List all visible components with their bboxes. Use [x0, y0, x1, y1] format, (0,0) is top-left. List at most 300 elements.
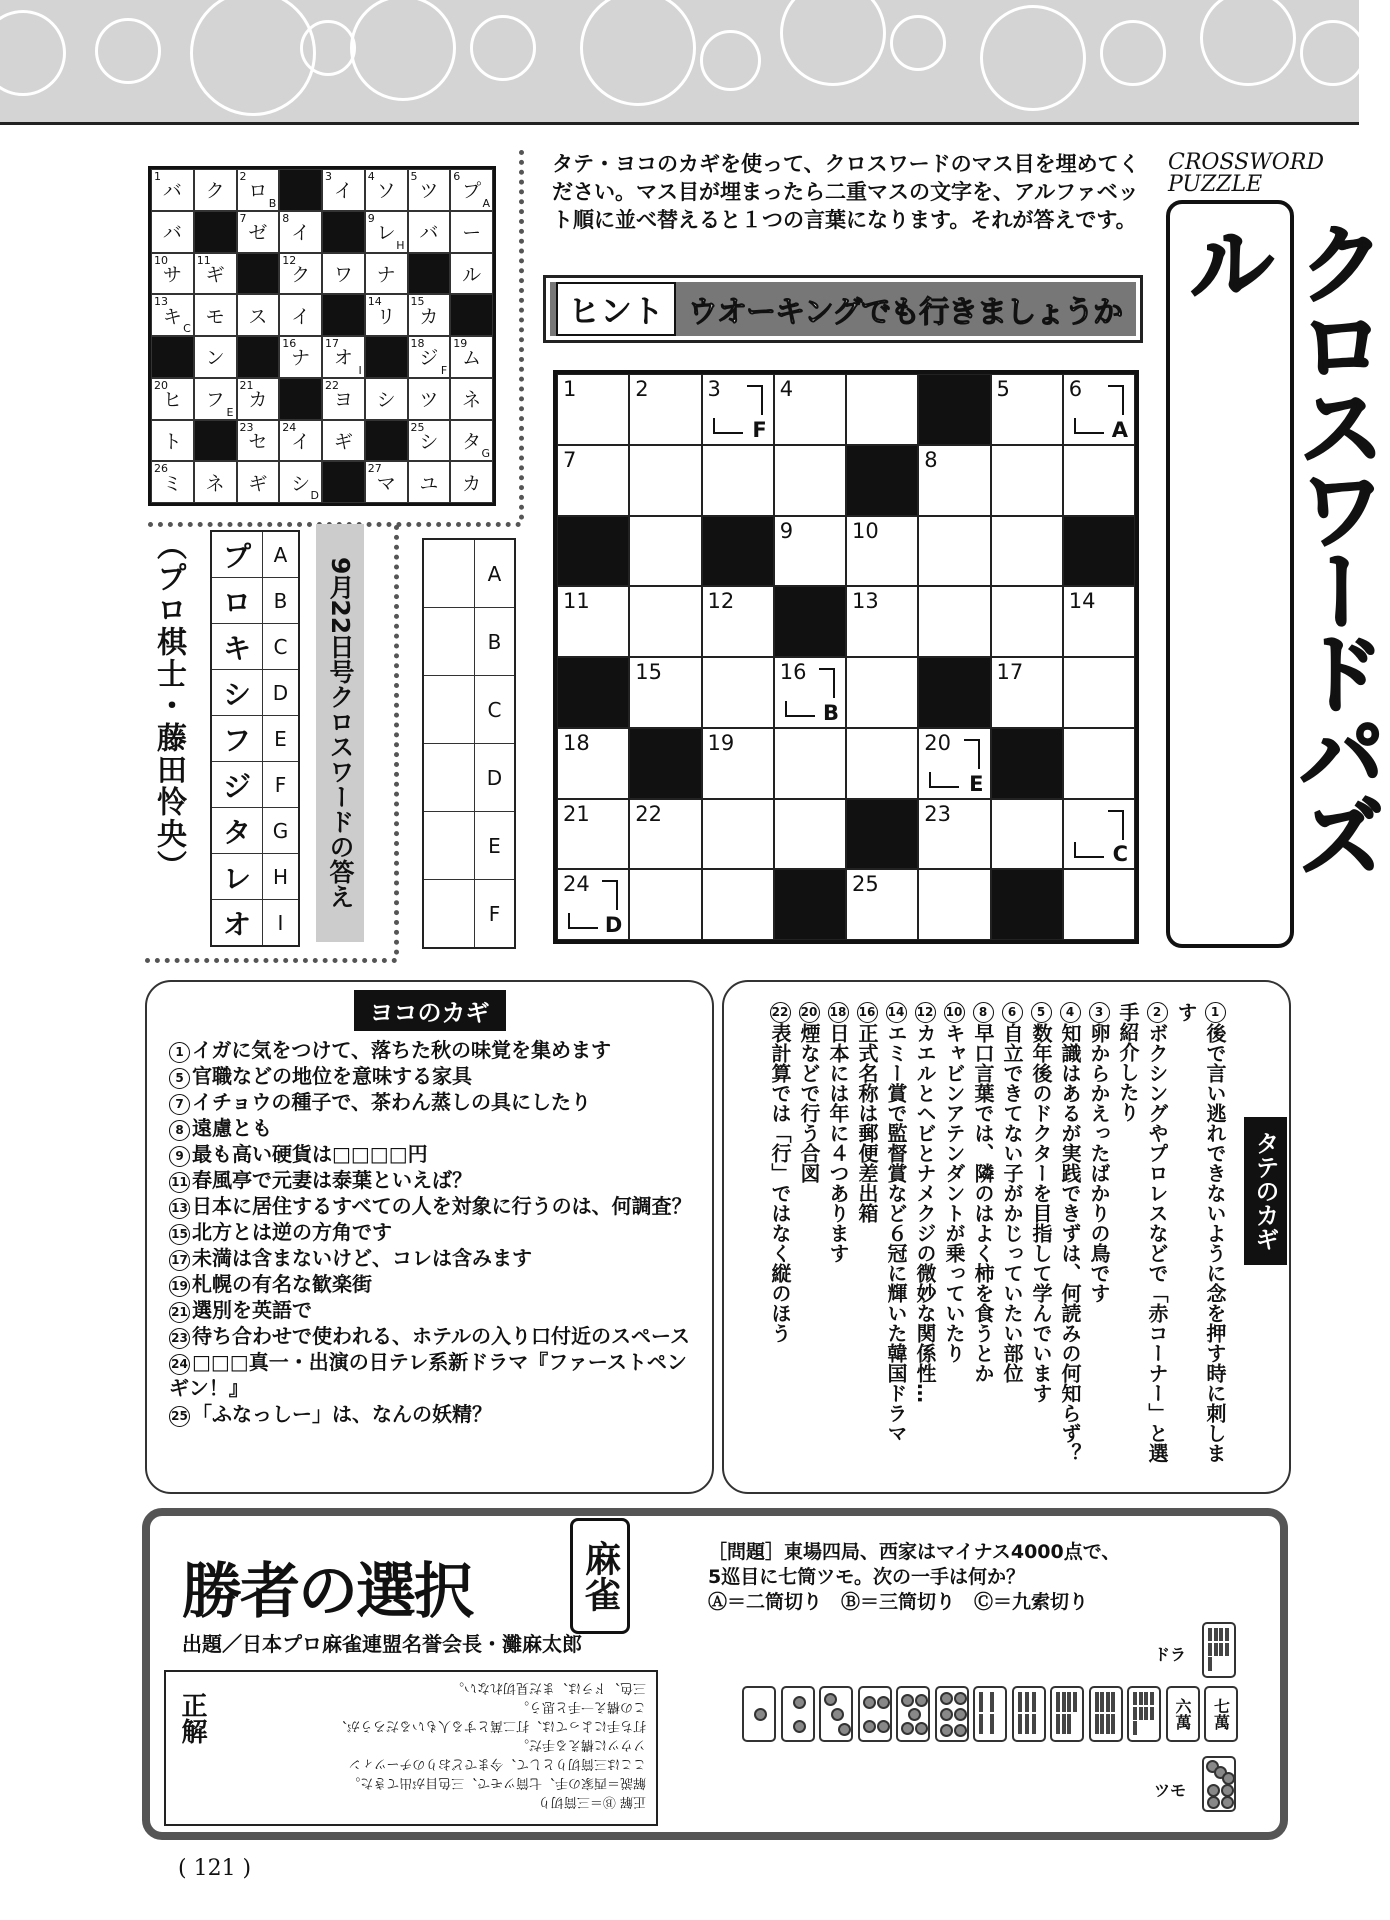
cell-char: ロ — [248, 180, 268, 203]
cell-number: 8 — [924, 447, 938, 472]
cell-char: ナ — [291, 347, 311, 370]
divider — [394, 525, 399, 955]
tile-bamboo — [1032, 1692, 1036, 1712]
cell-char: カ — [419, 305, 439, 328]
mahjong-tile — [1050, 1686, 1084, 1742]
cell-letter: E — [226, 405, 234, 419]
answer-row — [212, 716, 298, 762]
tile-bamboo — [1214, 1643, 1218, 1656]
grid-cell[interactable] — [774, 374, 846, 445]
mahjong-answer-text — [226, 1678, 646, 1811]
clue-text: 最も高い硬貨は□□□□円 — [192, 1142, 428, 1166]
tate-clue — [968, 1002, 997, 1472]
grid-cell[interactable] — [991, 586, 1063, 657]
grid-cell[interactable] — [1063, 374, 1135, 445]
cell-char: モ — [205, 305, 225, 328]
cell-char: バ — [162, 222, 182, 245]
black-cell — [279, 169, 322, 211]
tile-bamboo — [1150, 1707, 1154, 1720]
grid-cell — [194, 461, 237, 503]
clue-text: 早口言葉では、隣のはよく柿を食うとか — [971, 1023, 995, 1383]
grid-cell — [279, 461, 322, 503]
cell-char: ツ — [419, 389, 439, 412]
tile-pip — [793, 1696, 806, 1709]
yoko-clue — [169, 1271, 694, 1297]
clue-number: 9 — [169, 1146, 190, 1167]
cell-char: ユ — [419, 472, 439, 495]
clue-text: 煙などで行う合図 — [797, 1023, 821, 1183]
grid-cell[interactable] — [1063, 657, 1135, 728]
tate-clue — [823, 1002, 852, 1472]
clue-number: 25 — [169, 1406, 190, 1427]
cell-letter: B — [268, 196, 277, 210]
cell-char: ヒ — [162, 389, 182, 412]
grid-cell[interactable] — [991, 374, 1063, 445]
answer-line: 正解 Ⓑ＝三筒切り — [537, 1794, 646, 1809]
answer-letter: C — [273, 634, 288, 659]
mahjong-tile — [973, 1686, 1007, 1742]
cell-letter: F — [440, 363, 448, 377]
cell-number: 20 — [924, 730, 951, 755]
cell-number: 14 — [367, 295, 382, 309]
tile-bamboo — [1095, 1692, 1099, 1712]
cell-char: イ — [291, 305, 311, 328]
grid-cell[interactable] — [1063, 586, 1135, 657]
mahjong-tile — [1127, 1686, 1161, 1742]
grid-cell[interactable] — [702, 799, 774, 870]
cell-number: 10 — [852, 518, 879, 543]
black-cell — [557, 657, 629, 728]
cell-char: カ — [462, 472, 482, 495]
grid-cell[interactable] — [702, 657, 774, 728]
cell-number: 18 — [563, 730, 590, 755]
title-panel — [1166, 200, 1387, 948]
yoko-clue — [169, 1063, 694, 1089]
cell-number: 6 — [453, 170, 461, 183]
cell-number: 19 — [707, 730, 735, 755]
mahjong-question — [708, 1540, 1120, 1615]
tile-pip — [754, 1708, 767, 1721]
cell-char: ナ — [376, 263, 396, 286]
cell-letter: D — [310, 489, 319, 502]
grid-cell — [365, 294, 408, 336]
clue-number: 7 — [169, 1094, 190, 1115]
grid-cell — [151, 211, 194, 253]
cell-char: ス — [248, 305, 268, 328]
answer-char: レ — [212, 854, 263, 899]
clue-text: 未満は含まないけど、コレは含みます — [192, 1246, 532, 1270]
answer-row — [212, 808, 298, 854]
cell-number: 23 — [924, 801, 951, 826]
grid-cell[interactable] — [629, 586, 701, 657]
clue-text: ボクシングやプロレスなどで「赤コーナー」と選手紹介したり — [1116, 1002, 1169, 1463]
grid-cell — [237, 169, 280, 211]
clue-text: 自立できてない子がかじっていたい部位 — [1000, 1023, 1024, 1383]
answer-box-row[interactable] — [424, 608, 514, 676]
answer-box-row[interactable] — [424, 676, 514, 744]
black-cell — [408, 253, 451, 295]
grid-cell — [450, 336, 493, 378]
grid-cell[interactable] — [557, 374, 629, 445]
answer-box-row[interactable] — [424, 812, 514, 880]
tile-pip — [954, 1708, 967, 1721]
mahjong-tile — [1089, 1686, 1123, 1742]
clue-number: 5 — [169, 1068, 190, 1089]
tile-bamboo — [1056, 1692, 1060, 1712]
yoko-clue — [169, 1297, 694, 1323]
tile-bamboo — [1219, 1628, 1223, 1641]
cell-char: イ — [291, 430, 311, 453]
cell-number: 7 — [563, 447, 577, 472]
cell-number: 2 — [635, 377, 649, 401]
answer-letter: H — [272, 864, 289, 889]
grid-cell[interactable] — [557, 728, 629, 799]
tile-bamboo — [1056, 1714, 1060, 1734]
tile-bamboo — [1025, 1714, 1029, 1734]
clue-number: 11 — [169, 1172, 190, 1193]
grid-cell — [237, 211, 280, 253]
dora-label: ドラ — [1154, 1645, 1187, 1664]
cell-char: バ — [162, 180, 182, 203]
answer-row — [212, 624, 298, 670]
grid-cell[interactable] — [629, 516, 701, 587]
answer-row — [212, 900, 298, 945]
grid-cell[interactable] — [918, 728, 990, 799]
yoko-clue — [169, 1141, 694, 1167]
answer-letter: F — [274, 772, 287, 797]
grid-cell[interactable] — [629, 869, 701, 940]
tile-bamboo — [1208, 1643, 1212, 1656]
grid-cell[interactable] — [918, 516, 990, 587]
cell-char: ジ — [419, 347, 439, 370]
grid-cell[interactable] — [629, 799, 701, 870]
clue-text: カエルとヘビとナメクジの微妙な関係性… — [913, 1023, 937, 1403]
answer-line: 解説＝西家の手、七筒ツモで、三色目が出てきた。 — [347, 1775, 646, 1790]
clue-number: 10 — [944, 1002, 965, 1023]
grid-cell[interactable] — [629, 445, 701, 516]
grid-cell — [408, 211, 451, 253]
tile-bamboo — [1214, 1628, 1218, 1641]
mahjong-tile — [1202, 1756, 1236, 1812]
cell-number: 17 — [996, 660, 1024, 684]
cell-number: 16 — [282, 337, 297, 350]
clue-text: イチョウの種子で、茶わん蒸しの具にしたり — [192, 1090, 591, 1114]
tate-clues-panel — [722, 980, 1291, 1494]
grid-cell — [237, 378, 280, 420]
tile-bamboo — [1133, 1721, 1137, 1734]
grid-cell — [408, 378, 451, 420]
grid-cell[interactable] — [702, 869, 774, 940]
clue-number: 13 — [169, 1198, 190, 1219]
tile-pip — [901, 1722, 914, 1735]
cell-number: 4 — [779, 377, 794, 401]
grid-cell[interactable] — [846, 869, 918, 940]
answer-box-row[interactable] — [424, 880, 514, 947]
cell-char: ツ — [419, 180, 439, 203]
grid-cell — [450, 169, 493, 211]
black-cell — [991, 869, 1063, 940]
answer-slot[interactable] — [424, 608, 475, 675]
clue-text: 表計算では「行」ではなく縦のほう — [768, 1023, 792, 1343]
cell-number: 20 — [154, 378, 168, 392]
grid-cell[interactable] — [629, 374, 701, 445]
answer-slot[interactable] — [424, 744, 475, 811]
grid-cell — [322, 378, 365, 420]
black-cell — [774, 869, 846, 940]
grid-cell[interactable] — [557, 586, 629, 657]
tate-clue — [939, 1002, 968, 1472]
grid-cell[interactable] — [702, 374, 774, 445]
grid-cell[interactable] — [918, 445, 990, 516]
black-cell — [237, 253, 280, 295]
grid-cell[interactable] — [846, 586, 918, 657]
black-cell — [702, 516, 774, 587]
cell-letter: H — [396, 238, 405, 252]
grid-cell[interactable] — [918, 869, 990, 940]
cell-number: 15 — [410, 295, 425, 309]
answer-row — [212, 670, 298, 716]
cell-char: オ — [333, 347, 353, 370]
grid-cell — [194, 378, 237, 420]
answer-letter: B — [273, 588, 288, 613]
black-cell — [322, 461, 365, 503]
cell-number: 5 — [410, 170, 418, 183]
cell-number: 13 — [154, 295, 168, 309]
cell-number: 9 — [367, 211, 375, 225]
clue-number: 23 — [169, 1328, 190, 1349]
grid-cell[interactable] — [702, 728, 774, 799]
answer-line: ソウツに構える手だ。 — [515, 1737, 646, 1752]
divider — [145, 958, 397, 963]
divider — [519, 150, 524, 520]
answer-row — [212, 578, 298, 624]
grid-cell[interactable] — [846, 728, 918, 799]
cell-char: ソ — [376, 180, 396, 203]
clue-number: 4 — [1060, 1002, 1081, 1023]
cell-number: 10 — [154, 253, 168, 267]
cell-char: ミ — [162, 472, 182, 495]
mahjong-tile — [935, 1686, 969, 1742]
grid-cell — [408, 169, 451, 211]
cell-number: 2 — [239, 170, 247, 183]
answer-char: タ — [212, 808, 263, 853]
hint-text: ウオーキングでも行きましょうか — [688, 295, 1123, 330]
answer-letter: A — [273, 542, 288, 567]
tile-bamboo — [1208, 1657, 1212, 1670]
grid-cell[interactable] — [774, 445, 846, 516]
cell-number: 19 — [453, 337, 468, 350]
tsumo-label: ツモ — [1154, 1781, 1187, 1800]
question-line: 5巡目に七筒ツモ。次の一手は何か？ — [708, 1566, 1026, 1588]
mahjong-answer-label: 正解 — [177, 1692, 207, 1744]
cell-char: プ — [462, 180, 482, 203]
black-cell — [846, 445, 918, 516]
cell-char: シ — [291, 472, 311, 495]
tile-bamboo — [1106, 1692, 1110, 1712]
clue-text: 知識はあるが実践できずは、何読みの何知らず？ — [1058, 1023, 1082, 1463]
grid-cell[interactable] — [774, 516, 846, 587]
clue-text: 後で言い逃れできないように念を押す時に刺します — [1174, 1002, 1227, 1463]
cell-number: 24 — [563, 872, 590, 897]
cell-char: レ — [376, 222, 396, 245]
cell-char: セ — [248, 430, 268, 453]
grid-cell[interactable] — [991, 657, 1063, 728]
cell-char: バ — [419, 222, 439, 245]
answer-line: この構え一手と思う。 — [515, 1699, 646, 1714]
grid-cell[interactable] — [702, 586, 774, 657]
tile-pip — [940, 1708, 953, 1721]
clue-number: 3 — [1089, 1002, 1110, 1023]
clue-text: 官職などの地位を意味する家具 — [192, 1064, 472, 1088]
tate-clue — [852, 1002, 881, 1472]
yoko-clue — [169, 1245, 694, 1271]
grid-cell — [408, 420, 451, 462]
answer-box-letter: B — [487, 629, 502, 654]
grid-cell — [279, 253, 322, 295]
grid-cell — [322, 253, 365, 295]
yoko-clue — [169, 1167, 694, 1193]
cell-letter: A — [1111, 417, 1128, 442]
cell-number: 8 — [282, 211, 290, 225]
answer-line: 打ち手によっては、打二萬とする人もいるだろうが、 — [333, 1718, 646, 1733]
grid-cell — [279, 294, 322, 336]
clue-number: 2 — [1147, 1002, 1168, 1023]
tate-clue — [1084, 1002, 1113, 1472]
cell-number: 1 — [563, 377, 577, 401]
grid-cell[interactable] — [918, 586, 990, 657]
black-cell — [918, 374, 990, 445]
grid-cell — [237, 461, 280, 503]
cell-letter: G — [481, 447, 490, 461]
cell-char: リ — [376, 305, 396, 328]
cell-letter: F — [752, 417, 767, 442]
cell-char: ワ — [333, 263, 353, 286]
black-cell — [194, 420, 237, 462]
tate-clue — [1055, 1002, 1084, 1472]
cell-number: 27 — [367, 462, 382, 476]
cell-number: 11 — [563, 589, 590, 614]
grid-cell[interactable] — [1063, 728, 1135, 799]
grid-cell[interactable] — [557, 869, 629, 940]
cell-number: 12 — [282, 253, 297, 267]
answer-letter: I — [277, 910, 284, 935]
grid-cell[interactable] — [991, 516, 1063, 587]
grid-cell[interactable] — [1063, 445, 1135, 516]
tile-bamboo — [1150, 1692, 1154, 1705]
previous-answer-heading: 9月22日号クロスワードの答え — [316, 524, 364, 942]
tile-pip — [954, 1724, 967, 1737]
grid-cell — [408, 461, 451, 503]
grid-cell — [279, 336, 322, 378]
answer-slot[interactable] — [424, 812, 475, 879]
answer-letter: E — [274, 726, 287, 751]
cell-number: 16 — [779, 660, 807, 684]
grid-cell — [365, 378, 408, 420]
instructions: タテ・ヨコのカギを使って、クロスワードのマス目を埋めてください。マス目が埋まったら二重マスの文字を、アルファベット順に並べ替えると１つの言葉になります。それが答えです。 — [552, 152, 1140, 232]
grid-cell — [450, 461, 493, 503]
cell-number: 4 — [367, 170, 375, 183]
answer-slot[interactable] — [424, 676, 475, 743]
grid-cell — [322, 420, 365, 462]
previous-answer-note: （プロ棋士・藤田怜央） — [151, 530, 186, 882]
grid-cell[interactable] — [991, 445, 1063, 516]
hint-label: ヒント — [556, 282, 676, 336]
tile-pip — [1222, 1772, 1235, 1785]
tile-bamboo — [1062, 1714, 1066, 1734]
cell-char: ン — [205, 347, 225, 370]
tile-bamboo — [979, 1714, 983, 1734]
cell-char: シ — [419, 430, 439, 453]
grid-cell[interactable] — [918, 799, 990, 870]
answer-box-row[interactable] — [424, 744, 514, 812]
grid-cell[interactable] — [702, 445, 774, 516]
grid-cell — [322, 169, 365, 211]
mahjong-tile — [896, 1686, 930, 1742]
answer-letter: D — [272, 680, 289, 705]
grid-cell[interactable] — [774, 657, 846, 728]
cell-letter: C — [183, 322, 191, 335]
cell-char: ギ — [248, 472, 268, 495]
cell-number: 22 — [325, 378, 339, 392]
grid-cell[interactable] — [991, 799, 1063, 870]
tile-bamboo — [1144, 1692, 1148, 1705]
cell-number: 12 — [707, 589, 735, 614]
tile-pip — [915, 1694, 928, 1707]
answer-slot[interactable] — [424, 880, 475, 947]
cell-number: 3 — [325, 170, 332, 183]
tile-bamboo — [1225, 1628, 1229, 1641]
tile-pip — [863, 1720, 876, 1733]
cell-char: ル — [462, 263, 482, 286]
answer-box-row[interactable] — [424, 540, 514, 608]
grid-cell[interactable] — [629, 657, 701, 728]
tile-pip — [915, 1722, 928, 1735]
mahjong-author: 出題／日本プロ麻雀連盟名誉会長・灘麻太郎 — [182, 1632, 582, 1656]
black-cell — [629, 728, 701, 799]
hint-bar — [543, 275, 1143, 343]
cell-char: ト — [162, 430, 182, 453]
cell-char: ク — [291, 263, 311, 286]
grid-cell — [194, 294, 237, 336]
crossword-grid — [553, 370, 1139, 944]
grid-cell[interactable] — [846, 516, 918, 587]
grid-cell[interactable] — [774, 799, 846, 870]
grid-cell[interactable] — [1063, 869, 1135, 940]
tile-bamboo — [1100, 1714, 1104, 1734]
tile-bamboo — [1100, 1692, 1104, 1712]
black-cell — [322, 211, 365, 253]
tile-bamboo — [1111, 1692, 1115, 1712]
mahjong-title: 勝者の選択 — [182, 1557, 472, 1627]
yoko-clue — [169, 1401, 694, 1427]
grid-cell[interactable] — [846, 374, 918, 445]
grid-cell[interactable] — [1063, 799, 1135, 870]
cell-char: カ — [248, 389, 268, 412]
grid-cell[interactable] — [557, 445, 629, 516]
clue-text: 北方とは逆の方角です — [192, 1220, 392, 1244]
mahjong-tile — [742, 1686, 776, 1742]
grid-cell — [450, 253, 493, 295]
grid-cell[interactable] — [557, 799, 629, 870]
clue-text: イガに気をつけて、落ちた秋の味覚を集めます — [192, 1038, 611, 1062]
grid-cell[interactable] — [846, 657, 918, 728]
grid-cell[interactable] — [774, 728, 846, 799]
cell-char: ヨ — [333, 389, 353, 412]
answer-slot[interactable] — [424, 540, 475, 607]
tile-pip — [901, 1694, 914, 1707]
yoko-clue — [169, 1037, 694, 1063]
tate-clue — [910, 1002, 939, 1472]
